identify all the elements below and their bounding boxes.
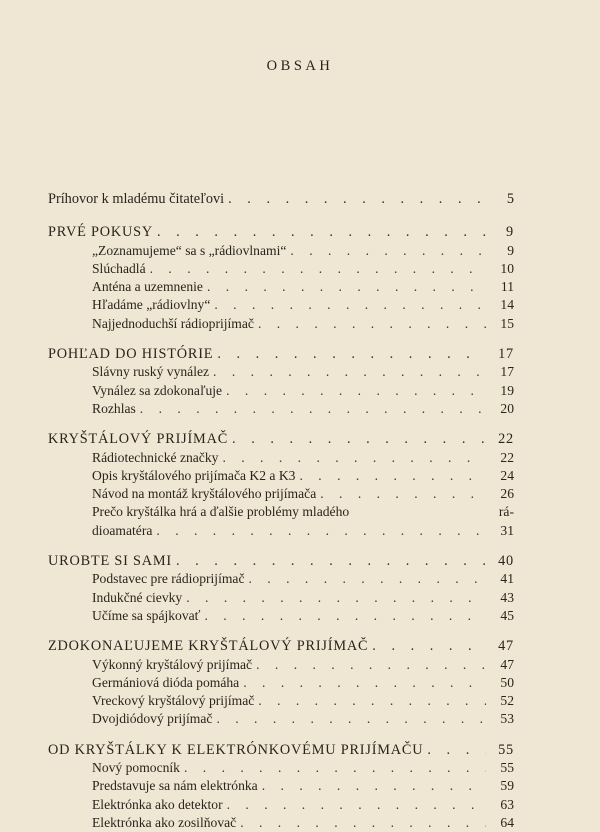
toc-section-row — [48, 400, 514, 418]
chapter-title: POHĽAD DO HISTÓRIE — [48, 346, 214, 363]
section-title: Vynález sa zdokonaľuje — [92, 382, 223, 398]
section-title: Podstavec pre rádioprijímač — [92, 571, 245, 587]
toc-page-number: 47 — [500, 656, 514, 672]
toc-page-number: 59 — [500, 778, 514, 794]
dot-leader — [140, 400, 486, 418]
section-title: Slúchadlá — [92, 260, 146, 276]
section-title: Anténa a uzemnenie — [92, 279, 203, 295]
toc-section-row — [48, 242, 514, 260]
toc-page-number: 9 — [507, 242, 514, 258]
toc-page-number: 24 — [500, 467, 514, 483]
toc-page-number: 15 — [500, 315, 514, 331]
chapter-title: UROBTE SI SAMI — [48, 553, 172, 570]
section-title: Dvojdiódový prijímač — [92, 711, 213, 727]
toc-page-number: 40 — [498, 553, 514, 570]
section-title: Výkonný kryštálový prijímač — [92, 656, 253, 672]
dot-leader — [299, 467, 486, 485]
section-title: Slávny ruský vynález — [92, 364, 210, 380]
dot-leader — [157, 223, 486, 241]
chapter-title: PRVÉ POKUSY — [48, 224, 153, 241]
toc-page-number: 22 — [500, 449, 514, 465]
page-title: OBSAH — [266, 58, 334, 74]
dot-leader — [240, 814, 486, 832]
section-title: Indukčné cievky — [92, 589, 183, 605]
toc-entry-title: Príhovor k mladému čitateľovi — [48, 191, 225, 207]
dot-leader — [232, 430, 486, 448]
toc-section-row — [48, 382, 514, 400]
toc-page-number: 43 — [500, 589, 514, 605]
dot-leader — [176, 552, 486, 570]
dot-leader — [150, 260, 486, 278]
toc-page-number: 50 — [500, 674, 514, 690]
toc-section-row — [48, 674, 514, 692]
toc-section-row — [48, 260, 514, 278]
dot-leader — [227, 796, 486, 814]
dot-leader — [217, 345, 486, 363]
toc-page-number: 20 — [500, 400, 514, 416]
toc-section-row — [48, 278, 514, 296]
toc-section-row — [48, 796, 514, 814]
section-title-hyphenated-part: rá- — [498, 504, 514, 520]
dot-leader — [156, 522, 486, 540]
toc-page-number: 55 — [498, 741, 514, 758]
toc-page-number: 19 — [500, 382, 514, 398]
dot-leader — [228, 190, 486, 208]
toc-section-row — [48, 570, 514, 588]
section-title-line2: dioamatéra — [92, 522, 153, 538]
chapter-title: OD KRYŠTÁLKY K ELEKTRÓNKOVÉMU PRIJÍMAČU — [48, 741, 424, 758]
dot-leader — [214, 296, 486, 314]
toc-page-number: 64 — [500, 814, 514, 830]
section-title: Vreckový kryštálový prijímač — [92, 693, 255, 709]
toc-page-number: 45 — [500, 607, 514, 623]
dot-leader — [222, 449, 486, 467]
dot-leader — [184, 759, 486, 777]
toc-section-row-wrapped — [48, 503, 514, 521]
toc-section-row — [48, 710, 514, 728]
toc-chapter-row — [48, 223, 514, 241]
section-title: „Zoznamujeme“ sa s „rádiovlnami“ — [92, 242, 287, 258]
section-title-line1: Prečo kryštálka hrá a ďalšie problémy mladého — [92, 504, 350, 520]
dot-leader — [256, 656, 486, 674]
toc-section-row — [48, 814, 514, 832]
dot-leader — [213, 363, 486, 381]
section-title: Elektrónka ako zosilňovač — [92, 814, 237, 830]
toc-page-number: 47 — [498, 638, 514, 655]
toc-chapter-row — [48, 552, 514, 570]
section-title: Predstavuje sa nám elektrónka — [92, 778, 258, 794]
toc-page-number: 41 — [500, 571, 514, 587]
toc-page-number: 17 — [500, 364, 514, 380]
chapter-title: KRYŠTÁLOVÝ PRIJÍMAČ — [48, 431, 229, 448]
dot-leader — [320, 485, 486, 503]
section-title: Najjednoduchší rádioprijímač — [92, 315, 254, 331]
toc-page-number: 17 — [498, 346, 514, 363]
toc-section-row — [48, 692, 514, 710]
dot-leader — [205, 607, 487, 625]
toc-page-number: 5 — [506, 191, 514, 207]
dot-leader — [243, 674, 486, 692]
section-title: Elektrónka ako detektor — [92, 796, 223, 812]
toc-chapter-row — [48, 637, 514, 655]
toc-page-number: 31 — [500, 522, 514, 538]
dot-leader — [207, 278, 486, 296]
dot-leader — [427, 741, 486, 759]
toc-intro-row — [48, 190, 514, 208]
toc-page-number: 53 — [500, 711, 514, 727]
toc-page-number: 22 — [498, 431, 514, 448]
toc-chapter-row — [48, 741, 514, 759]
dot-leader — [372, 637, 486, 655]
section-title: Rádiotechnické značky — [92, 449, 219, 465]
toc-chapter-row — [48, 345, 514, 363]
toc-section-row — [48, 296, 514, 314]
dot-leader — [290, 242, 486, 260]
toc-page-number: 26 — [500, 486, 514, 502]
toc-page-number: 14 — [500, 297, 514, 313]
dot-leader — [258, 692, 486, 710]
section-title: Učíme sa spájkovať — [92, 607, 201, 623]
toc-section-row — [48, 656, 514, 674]
toc-page-number: 52 — [500, 693, 514, 709]
section-title: Rozhlas — [92, 400, 136, 416]
dot-leader — [226, 382, 486, 400]
toc-section-row — [48, 363, 514, 381]
dot-leader — [249, 570, 487, 588]
table-of-contents — [48, 190, 514, 832]
toc-section-row-continuation — [48, 522, 514, 540]
section-title: Návod na montáž kryštálového prijímača — [92, 486, 317, 502]
dot-leader — [258, 315, 486, 333]
toc-page-number: 10 — [500, 260, 514, 276]
toc-section-row — [48, 759, 514, 777]
toc-page-number: 11 — [500, 279, 514, 295]
toc-page-number: 9 — [506, 224, 514, 241]
toc-page-number: 55 — [500, 760, 514, 776]
toc-chapter-row — [48, 430, 514, 448]
toc-section-row — [48, 315, 514, 333]
section-title: Nový pomocník — [92, 760, 180, 776]
chapter-title: ZDOKONAĽUJEME KRYŠTÁLOVÝ PRIJÍMAČ — [48, 638, 369, 655]
section-title: Germániová dióda pomáha — [92, 674, 240, 690]
toc-section-row — [48, 449, 514, 467]
toc-section-row — [48, 607, 514, 625]
section-title: Hľadáme „rádiovlny“ — [92, 297, 211, 313]
toc-section-row — [48, 467, 514, 485]
dot-leader — [216, 710, 486, 728]
toc-page-number: 63 — [500, 796, 514, 812]
toc-section-row — [48, 485, 514, 503]
toc-section-row — [48, 589, 514, 607]
toc-section-row — [48, 777, 514, 795]
dot-leader — [186, 589, 486, 607]
section-title: Opis kryštálového prijímača K2 a K3 — [92, 467, 296, 483]
dot-leader — [262, 777, 486, 795]
